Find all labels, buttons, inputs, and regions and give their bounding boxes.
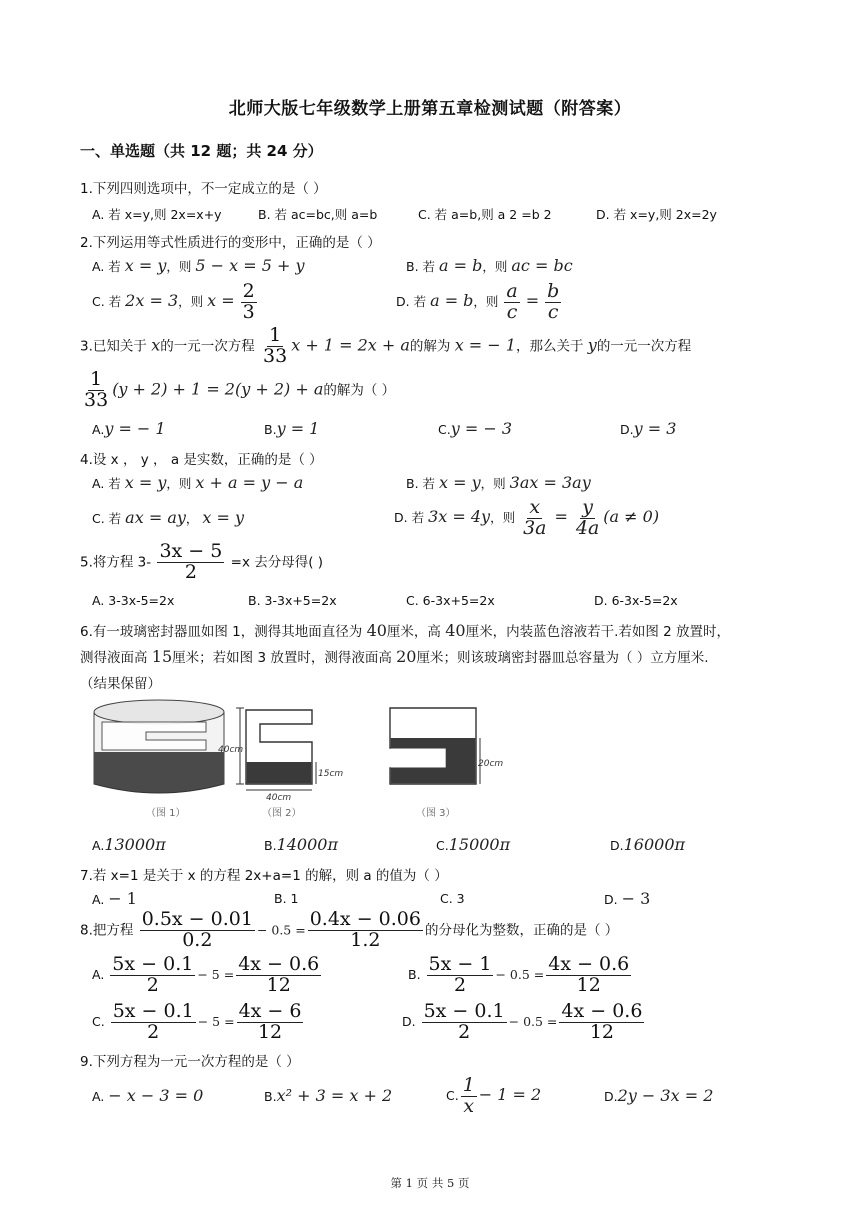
numerator: 1 — [90, 368, 103, 390]
option-label: B. — [264, 422, 277, 437]
fraction — [261, 326, 289, 367]
fraction — [574, 498, 601, 539]
text: 的分母化为整数，正确的是（ ） — [424, 922, 619, 939]
math-expr: (y + 2) + 1 = 2(y + 2) + a — [112, 379, 324, 399]
math-expr: ac = bc — [511, 256, 573, 275]
figure-1-cylinder — [94, 700, 224, 793]
figure-3-vessel — [390, 708, 480, 784]
math-expr: 2y − 3x = 2 — [617, 1086, 714, 1105]
text: 厘米；若如图 3 放置时，测得液面高 — [172, 650, 392, 666]
figure-3-caption: （图 3） — [416, 808, 456, 819]
question-6-line3: （结果保留） — [80, 676, 161, 692]
option-label: D. — [604, 892, 618, 907]
label-40cm-width: 40cm — [266, 793, 292, 803]
numerator: 5x − 0.1 — [112, 1000, 194, 1022]
fraction — [461, 1076, 477, 1117]
denominator: c — [547, 300, 559, 323]
option-label: D. — [610, 838, 624, 853]
text: 的一元一次方程 — [160, 338, 255, 355]
question-1-stem: 1.下列四则选项中，不一定成立的是（ ） — [80, 181, 327, 197]
denominator: 2 — [184, 560, 197, 583]
fraction — [545, 282, 561, 323]
fraction — [427, 955, 494, 996]
math-expr: 3x = 4y — [428, 506, 491, 526]
number: 40 — [366, 621, 387, 640]
q8-option-c[interactable] — [92, 1002, 305, 1043]
q1-option-d[interactable]: D. 若 x=y,则 2x=2y — [596, 207, 717, 222]
math-expr: − 0.5 = — [508, 1013, 558, 1029]
option-label: A. — [92, 892, 105, 907]
q8-option-b[interactable] — [408, 955, 633, 996]
equals: = — [554, 506, 568, 526]
text: 6.有一玻璃密封器皿如图 1，测得其地面直径为 — [80, 624, 363, 640]
question-8-stem — [80, 910, 618, 951]
fraction — [521, 498, 548, 539]
number: 15 — [151, 647, 173, 666]
text: ，则 — [166, 476, 192, 491]
q2-option-a[interactable] — [92, 256, 305, 275]
math-expr: 2x = 3 — [125, 290, 179, 310]
denominator: 2 — [458, 1020, 471, 1043]
fraction — [504, 282, 519, 323]
fraction — [241, 282, 257, 323]
q8-option-d[interactable] — [402, 1002, 646, 1043]
page-title: 北师大版七年级数学上册第五章检测试题（附答案） — [228, 99, 632, 119]
text: ，那么关于 — [515, 338, 584, 355]
denominator: 0.2 — [182, 928, 213, 951]
math-expr: 14000π — [276, 835, 338, 854]
q3-option-c[interactable] — [438, 419, 512, 438]
q1-option-c[interactable]: C. 若 a=b,则 a 2 =b 2 — [418, 207, 552, 222]
math-expr: y = 1 — [276, 419, 320, 438]
numerator: 0.4x − 0.06 — [309, 908, 421, 930]
denominator: 12 — [266, 973, 291, 996]
question-6-line1 — [80, 620, 730, 640]
denominator: 1.2 — [350, 928, 381, 951]
denominator: 12 — [589, 1020, 615, 1043]
label-15cm: 15cm — [318, 769, 344, 779]
denominator: x — [463, 1094, 475, 1117]
numerator: b — [547, 280, 560, 302]
math-expr: − 3 — [621, 889, 651, 908]
math-expr: − 5 = — [197, 966, 235, 982]
math-expr: 13000π — [104, 835, 166, 854]
math-expr: − 1 = 2 — [478, 1084, 542, 1104]
math-expr: a = b — [439, 256, 483, 275]
numerator: 4x − 0.6 — [548, 953, 630, 975]
text: 厘米；则该玻璃密封器皿总容量为（ ）立方厘米. — [416, 650, 709, 666]
q6-option-a[interactable] — [92, 835, 166, 854]
option-label: D. 若 — [396, 293, 427, 309]
text: ，则 — [166, 259, 192, 274]
question-3-stem-line2 — [80, 370, 395, 411]
fraction — [82, 370, 110, 411]
math-expr: x = — [207, 290, 235, 310]
text: ，则 — [482, 259, 508, 274]
number: 40 — [445, 621, 466, 640]
fraction — [110, 955, 195, 996]
text: 测得液面高 — [80, 650, 148, 666]
q4-option-b[interactable] — [406, 473, 591, 492]
q2-option-d[interactable] — [396, 282, 563, 323]
math-expr: y = − 1 — [104, 419, 166, 438]
option-label: C. — [92, 1013, 105, 1029]
figure-2-caption: （图 2） — [262, 808, 302, 819]
question-2-stem: 2.下列运用等式性质进行的变形中，正确的是（ ） — [80, 235, 381, 251]
question-7-stem: 7.若 x=1 是关于 x 的方程 2x+a=1 的解，则 a 的值为（ ） — [80, 868, 448, 884]
numerator: 3x − 5 — [159, 540, 223, 562]
denominator: 12 — [257, 1020, 283, 1043]
q8-option-a[interactable] — [92, 955, 323, 996]
math-expr: x = y — [124, 256, 167, 275]
denominator: 33 — [84, 388, 109, 411]
text: 的解为 — [409, 338, 451, 355]
fraction — [140, 910, 255, 951]
question-6-line2 — [80, 646, 709, 666]
math-expr: x = y — [439, 473, 481, 492]
figure-2-vessel — [236, 708, 316, 790]
numerator: 2 — [242, 280, 255, 302]
fraction — [308, 910, 423, 951]
q6-option-b[interactable] — [264, 835, 338, 854]
math-expr: x = − 1 — [454, 335, 516, 355]
q2-option-b[interactable] — [406, 256, 573, 275]
denominator: 2 — [453, 973, 467, 996]
question-4-stem: 4.设 x ， y ， a 是实数，正确的是（ ） — [80, 452, 323, 468]
numerator: y — [582, 496, 593, 518]
option-label: B. — [408, 966, 421, 982]
q7-option-d[interactable] — [604, 889, 650, 908]
math-expr: y = 3 — [633, 419, 677, 438]
denominator: 3 — [242, 300, 255, 323]
math-expr: x + 1 = 2x + a — [291, 335, 410, 355]
q5-option-c[interactable]: C. 6-3x+5=2x — [406, 593, 495, 608]
text: ，则 — [480, 476, 506, 491]
math-expr: x = y — [202, 508, 245, 527]
page-footer: 第 1 页 共 5 页 — [390, 1176, 470, 1190]
numerator: 0.5x − 0.01 — [141, 908, 253, 930]
denominator: 33 — [263, 344, 288, 367]
numerator: 1 — [269, 324, 282, 346]
option-label: B. 若 — [406, 259, 436, 274]
math-expr: − x − 3 = 0 — [108, 1086, 204, 1105]
q5-option-b[interactable]: B. 3-3x+5=2x — [248, 593, 337, 608]
option-label: C. 若 — [92, 293, 122, 309]
option-label: B. 若 — [406, 476, 436, 491]
option-label: A. 若 — [92, 259, 121, 274]
denominator: 2 — [146, 973, 159, 996]
q3-option-a[interactable] — [92, 419, 166, 438]
numerator: 4x − 6 — [238, 1000, 302, 1022]
numerator: 5x − 1 — [428, 953, 492, 975]
q6-option-d[interactable] — [610, 835, 685, 854]
text: ，则 — [178, 293, 204, 309]
section-heading: 一、单选题（共 12 题；共 24 分） — [80, 142, 323, 160]
q7-option-b[interactable]: B. 1 — [274, 891, 299, 906]
math-var: y — [587, 335, 597, 355]
math-expr: − 0.5 = — [495, 966, 545, 982]
numerator: 5x − 0.1 — [112, 953, 194, 975]
option-label: D. — [620, 422, 634, 437]
math-expr: y = − 3 — [450, 419, 512, 438]
numerator: 4x − 0.6 — [561, 1000, 643, 1022]
math-expr: − 5 = — [197, 1013, 235, 1029]
text: =x 去分母得( ) — [230, 554, 324, 571]
equals: = — [525, 290, 540, 310]
math-expr: (a ≠ 0) — [603, 506, 660, 526]
q9-option-a[interactable] — [92, 1086, 203, 1105]
text: 厘米，内装蓝色溶液若干.若如图 2 放置时， — [465, 624, 731, 640]
option-label: C. — [436, 838, 449, 853]
option-label: A. — [92, 966, 105, 982]
q9-option-b[interactable] — [264, 1086, 392, 1105]
option-label: B. — [264, 1089, 277, 1104]
label-20cm: 20cm — [478, 759, 504, 769]
math-expr: − 0.5 = — [256, 922, 306, 938]
math-expr: x² + 3 = x + 2 — [276, 1086, 393, 1105]
fraction — [236, 955, 321, 996]
denominator: 12 — [576, 973, 601, 996]
text: 的解为（ ） — [323, 382, 396, 399]
fraction — [559, 1002, 644, 1043]
option-label: D. 若 — [394, 509, 425, 525]
q5-option-a[interactable]: A. 3-3x-5=2x — [92, 593, 175, 608]
text: 8.把方程 — [80, 922, 134, 939]
question-3-stem-line1 — [80, 326, 691, 367]
text: 3.已知关于 — [80, 338, 147, 355]
denominator: c — [506, 300, 518, 323]
math-expr: 16000π — [623, 835, 686, 854]
fraction — [422, 1002, 507, 1043]
q4-option-a[interactable] — [92, 473, 303, 492]
math-expr: ax = ay — [125, 508, 186, 527]
option-label: C. — [438, 422, 451, 437]
text: ，则 — [473, 293, 499, 309]
vessel-figures — [86, 696, 506, 822]
math-expr: 3ax = 3ay — [509, 473, 591, 492]
option-label: A. — [92, 1089, 105, 1104]
numerator: x — [529, 496, 541, 518]
math-expr: 5 − x = 5 + y — [195, 256, 305, 275]
q3-option-b[interactable] — [264, 419, 319, 438]
label-40cm-height: 40cm — [218, 745, 244, 755]
math-expr: x + a = y − a — [195, 473, 304, 492]
q9-option-c[interactable] — [446, 1076, 541, 1117]
figure-1-caption: （图 1） — [146, 808, 186, 819]
q4-option-d[interactable] — [394, 498, 659, 539]
option-label: B. — [264, 838, 277, 853]
denominator: 2 — [147, 1020, 160, 1043]
fraction — [157, 542, 224, 583]
fraction — [546, 955, 631, 996]
text: 5.将方程 3- — [80, 554, 152, 571]
numerator: a — [506, 280, 518, 302]
q4-option-c[interactable]: C. 若 ax = ay， x = y — [92, 508, 245, 527]
fraction — [237, 1002, 304, 1043]
question-9-stem: 9.下列方程为一元一次方程的是（ ） — [80, 1054, 300, 1070]
option-label: D. — [604, 1089, 618, 1104]
q3-option-d[interactable] — [620, 419, 676, 438]
number: 20 — [396, 647, 417, 666]
option-label: D. — [402, 1013, 416, 1029]
fraction — [111, 1002, 196, 1043]
math-expr: 15000π — [448, 835, 511, 854]
option-label: C. — [446, 1087, 459, 1103]
numerator: 5x − 0.1 — [423, 1000, 505, 1022]
option-label: C. 若 — [92, 511, 122, 526]
numerator: 4x − 0.6 — [238, 953, 320, 975]
text: ，则 — [490, 509, 516, 525]
q9-option-d[interactable] — [604, 1086, 713, 1105]
option-label: A. 若 — [92, 476, 121, 491]
question-5-stem — [80, 542, 323, 583]
math-expr: a = b — [430, 290, 474, 310]
q5-option-d[interactable]: D. 6-3x-5=2x — [594, 593, 678, 608]
q1-option-a[interactable]: A. 若 x=y,则 2x=x+y — [92, 207, 222, 222]
q7-option-a[interactable] — [92, 889, 137, 908]
math-expr: − 1 — [108, 889, 137, 908]
q7-option-c[interactable]: C. 3 — [440, 891, 465, 906]
text: 的一元一次方程 — [596, 338, 692, 355]
q6-option-c[interactable] — [436, 835, 510, 854]
denominator: 4a — [575, 516, 600, 539]
option-label: A. — [92, 422, 105, 437]
q2-option-c[interactable] — [92, 282, 259, 323]
q1-option-b[interactable]: B. 若 ac=bc,则 a=b — [258, 207, 378, 222]
text: 厘米，高 — [386, 624, 441, 640]
math-var: x — [151, 335, 161, 355]
option-label: A. — [92, 838, 105, 853]
numerator: 1 — [462, 1074, 475, 1096]
math-expr: x = y — [124, 473, 167, 492]
denominator: 3a — [523, 516, 547, 539]
